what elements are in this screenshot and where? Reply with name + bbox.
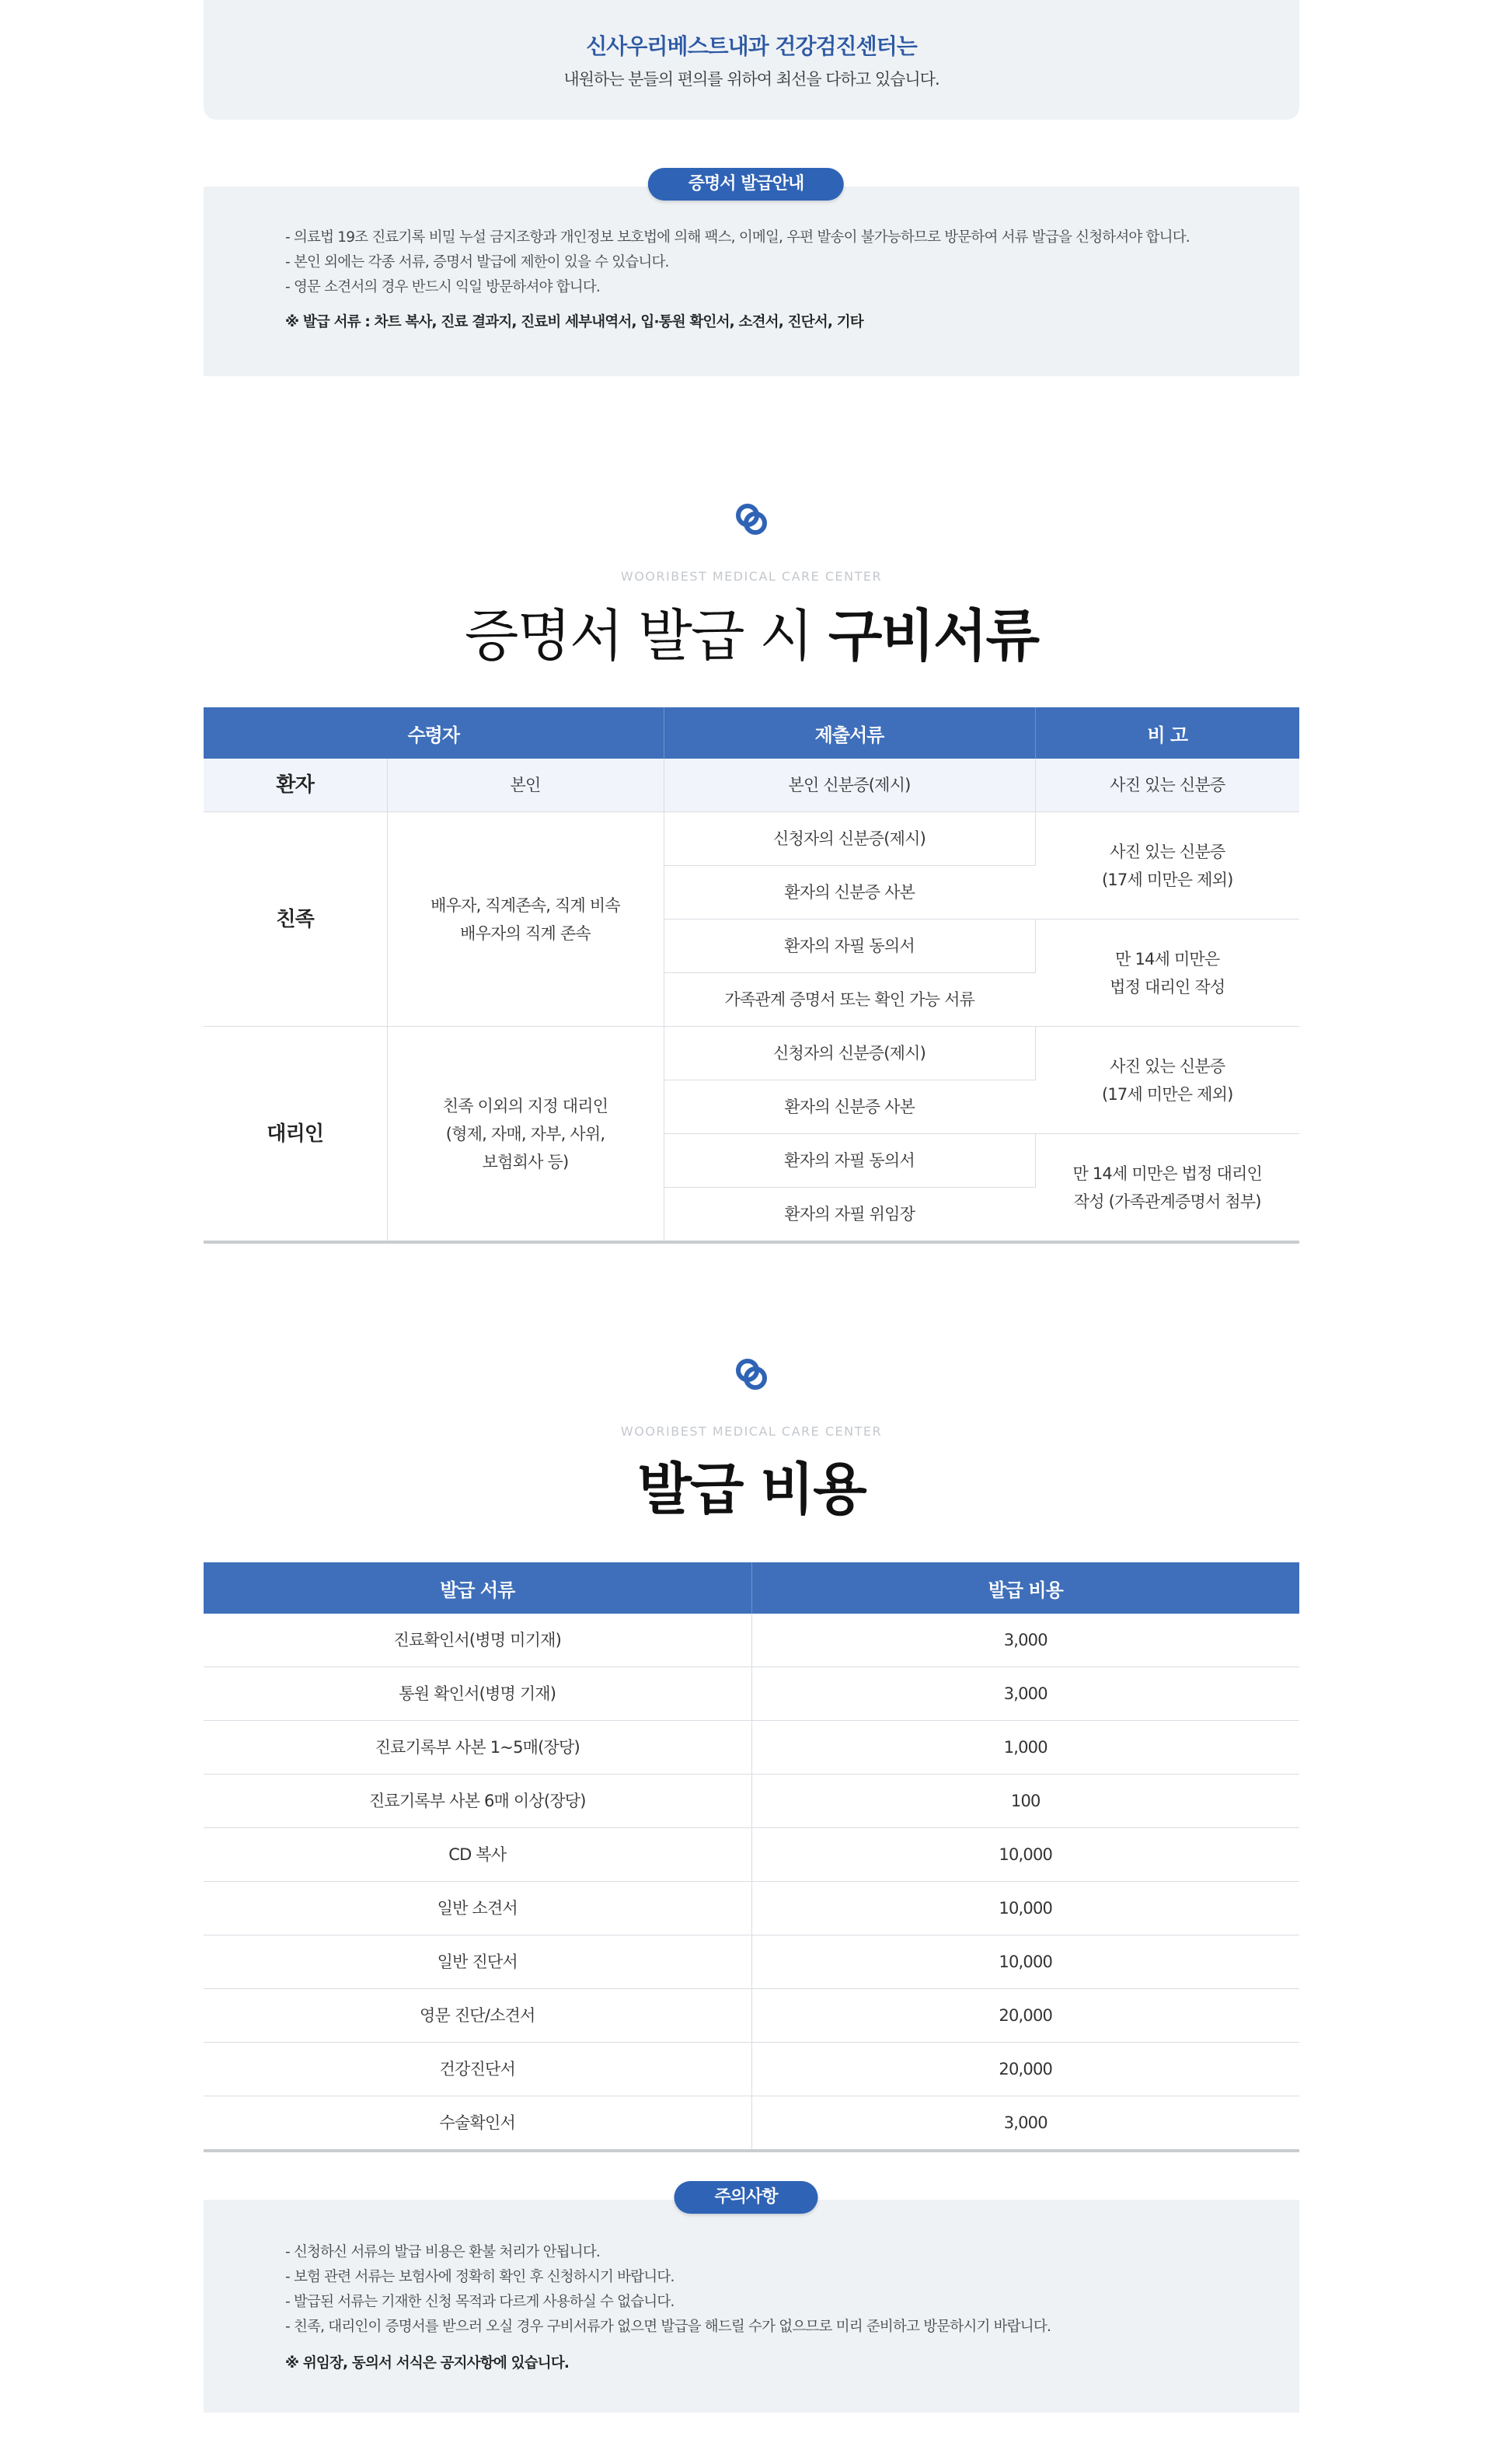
fee-document-cell: 진료기록부 사본 1~5매(장당)	[204, 1721, 751, 1775]
list-item: - 본인 외에는 각종 서류, 증명서 발급에 제한이 있을 수 있습니다.	[285, 254, 669, 270]
header-documents: 제출서류	[664, 707, 1035, 759]
document-cell: 환자의 자필 동의서	[664, 920, 1035, 973]
remark-line: 사진 있는 신분증	[1110, 1056, 1225, 1076]
table-row	[204, 759, 1299, 812]
recipient-line: 친족 이외의 지정 대리인	[442, 1096, 608, 1115]
remark-line: 만 14세 미만은	[1115, 949, 1220, 968]
fee-document-cell: CD 복사	[204, 1828, 751, 1882]
table-row	[204, 812, 1299, 866]
section-title: 발급 비용	[637, 1457, 866, 1522]
table-row	[204, 1614, 1299, 1667]
header-recipient: 수령자	[204, 707, 664, 759]
fee-document-cell: 일반 진단서	[204, 1935, 751, 1989]
brand-subtitle: WOORIBEST MEDICAL CARE CENTER	[620, 569, 883, 584]
fee-amount-cell: 10,000	[751, 1828, 1299, 1882]
brand-subtitle: WOORIBEST MEDICAL CARE CENTER	[620, 1424, 883, 1439]
remark-line: (17세 미만은 제외)	[1101, 870, 1233, 889]
remark-cell	[1035, 812, 1299, 920]
fee-document-cell: 영문 진단/소견서	[204, 1989, 751, 2043]
intro-box	[204, 0, 1299, 120]
remark-line: (17세 미만은 제외)	[1101, 1084, 1233, 1104]
list-item: - 보험 관련 서류는 보험사에 정확히 확인 후 신청하시기 바랍니다.	[285, 2269, 675, 2285]
fee-document-cell: 진료기록부 사본 6매 이상(장당)	[204, 1775, 751, 1828]
recipient-cell: 본인	[387, 759, 664, 812]
table-row	[204, 1027, 1299, 1080]
section-title-bold: 구비서류	[828, 603, 1039, 668]
caution-notice-panel	[204, 2200, 1299, 2413]
issuance-documents-note: ※ 발급 서류 : 차트 복사, 진료 결과지, 진료비 세부내역서, 입·통원 확인서, 소견서, 진단서, 기타	[285, 314, 863, 330]
document-cell: 환자의 자필 동의서	[664, 1134, 1035, 1188]
header-document: 발급 서류	[204, 1562, 751, 1614]
required-documents-table	[204, 707, 1299, 1244]
document-cell: 환자의 신분증 사본	[664, 866, 1035, 920]
list-item: - 영문 소견서의 경우 반드시 익일 방문하셔야 합니다.	[285, 279, 601, 295]
certificate-notice-badge: 증명서 발급안내	[648, 168, 844, 201]
table-row	[204, 1935, 1299, 1989]
table-row	[204, 2043, 1299, 2096]
fee-document-cell: 진료확인서(병명 미기재)	[204, 1614, 751, 1667]
table-row	[204, 1828, 1299, 1882]
list-item: - 발급된 서류는 기재한 신청 목적과 다르게 사용하실 수 없습니다.	[285, 2294, 675, 2310]
documents-section-heading	[204, 497, 1299, 668]
remark-cell: 사진 있는 신분증	[1035, 759, 1299, 812]
recipient-cell	[387, 1027, 664, 1243]
remark-line: 만 14세 미만은 법정 대리인	[1072, 1164, 1262, 1183]
fee-document-cell: 건강진단서	[204, 2043, 751, 2096]
fee-amount-cell: 3,000	[751, 2096, 1299, 2152]
fee-amount-cell: 10,000	[751, 1935, 1299, 1989]
fee-section-heading	[204, 1352, 1299, 1523]
document-cell: 신청자의 신분증(제시)	[664, 1027, 1035, 1080]
recipient-line: 배우자의 직계 존속	[460, 923, 591, 943]
table-row	[204, 1721, 1299, 1775]
table-header-row	[204, 707, 1299, 759]
intro-title: 신사우리베스트내과 건강검진센터는	[586, 33, 917, 59]
fee-amount-cell: 20,000	[751, 2043, 1299, 2096]
table-row	[204, 1882, 1299, 1935]
header-fee: 발급 비용	[751, 1562, 1299, 1614]
caution-notice-badge: 주의사항	[674, 2181, 817, 2214]
fee-amount-cell: 10,000	[751, 1882, 1299, 1935]
certificate-notice-list	[285, 225, 1190, 300]
remark-cell	[1035, 920, 1299, 1027]
fee-amount-cell: 20,000	[751, 1989, 1299, 2043]
row-label-agent: 대리인	[204, 1027, 387, 1243]
fee-amount-cell: 3,000	[751, 1614, 1299, 1667]
recipient-cell	[387, 812, 664, 1027]
remark-line: 작성 (가족관계증명서 첨부)	[1073, 1192, 1261, 1211]
recipient-line: (형제, 자매, 자부, 사위,	[445, 1124, 605, 1143]
recipient-line: 배우자, 직계존속, 직계 비속	[431, 895, 620, 915]
table-row	[204, 1667, 1299, 1721]
table-header-row	[204, 1562, 1299, 1614]
remark-line: 법정 대리인 작성	[1110, 977, 1225, 996]
fee-amount-cell: 3,000	[751, 1667, 1299, 1721]
table-row	[204, 1989, 1299, 2043]
row-label-patient: 환자	[204, 759, 387, 812]
document-cell: 환자의 자필 위임장	[664, 1188, 1035, 1243]
linked-rings-logo-icon	[733, 1354, 770, 1394]
document-cell: 환자의 신분증 사본	[664, 1080, 1035, 1134]
forms-note: ※ 위임장, 동의서 서식은 공지사항에 있습니다.	[285, 2355, 570, 2372]
fee-amount-cell: 100	[751, 1775, 1299, 1828]
fee-table-body	[204, 1614, 1299, 2151]
list-item: - 신청하신 서류의 발급 비용은 환불 처리가 안됩니다.	[285, 2244, 601, 2260]
intro-subtitle: 내원하는 분들의 편의를 위하여 최선을 다하고 있습니다.	[563, 70, 939, 89]
fee-document-cell: 일반 소견서	[204, 1882, 751, 1935]
document-cell: 본인 신분증(제시)	[664, 759, 1035, 812]
certificate-notice-panel	[204, 187, 1299, 376]
list-item: - 친족, 대리인이 증명서를 받으러 오실 경우 구비서류가 없으면 발급을 해드릴 수가 없으므로 미리 준비하고 방문하시기 바랍니다.	[285, 2319, 1051, 2335]
linked-rings-logo-icon	[733, 499, 770, 539]
remark-cell	[1035, 1134, 1299, 1243]
section-title	[204, 591, 1299, 672]
list-item: - 의료법 19조 진료기록 비밀 누설 금지조항과 개인정보 보호법에 의해 팩스, 이메일, 우편 발송이 불가능하므로 방문하여 서류 발급을 신청하셔야 합니다.	[285, 229, 1190, 246]
header-remarks: 비 고	[1035, 707, 1299, 759]
section-title-light: 증명서 발급 시	[464, 603, 828, 668]
document-cell: 신청자의 신분증(제시)	[664, 812, 1035, 866]
table-row	[204, 1775, 1299, 1828]
remark-cell	[1035, 1027, 1299, 1134]
remark-line: 사진 있는 신분증	[1110, 842, 1225, 861]
fee-document-cell: 통원 확인서(병명 기재)	[204, 1667, 751, 1721]
row-label-family: 친족	[204, 812, 387, 1027]
document-cell: 가족관계 증명서 또는 확인 가능 서류	[664, 973, 1035, 1027]
table-row	[204, 2096, 1299, 2152]
fee-table	[204, 1562, 1299, 2152]
fee-amount-cell: 1,000	[751, 1721, 1299, 1775]
caution-notice-list	[285, 2240, 1051, 2340]
fee-document-cell: 수술확인서	[204, 2096, 751, 2152]
recipient-line: 보험회사 등)	[482, 1152, 569, 1171]
